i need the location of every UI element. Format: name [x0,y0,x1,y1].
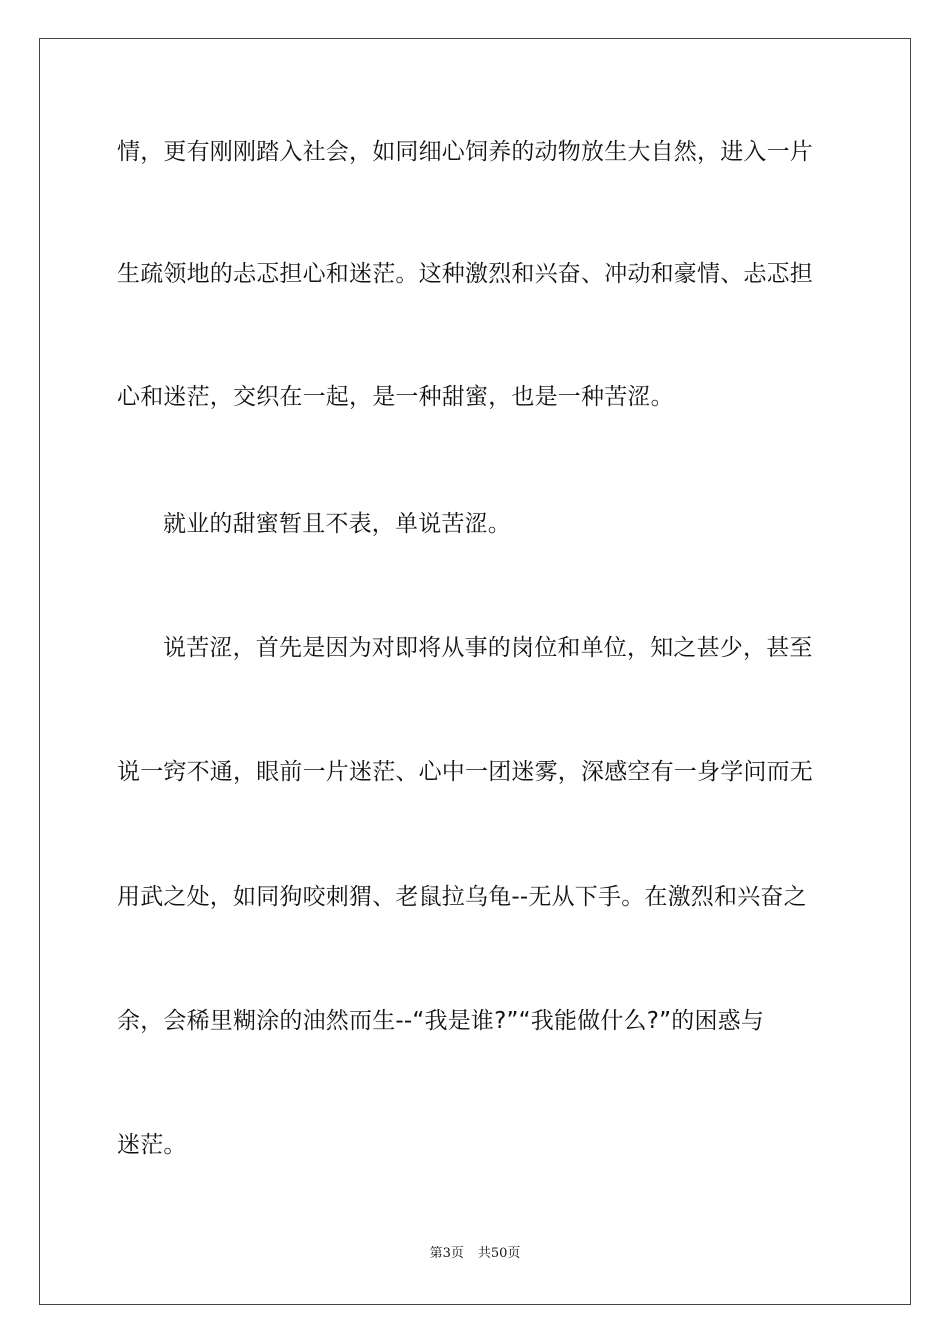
body-text-line: 余，会稀里糊涂的油然而生--“我是谁?”“我能做什么?”的困惑与 [117,1008,765,1034]
body-text-line: 就业的甜蜜暂且不表，单说苦涩。 [163,511,511,537]
body-text-line: 心和迷茫，交织在一起，是一种甜蜜，也是一种苦涩。 [117,384,674,410]
page-footer [0,1245,950,1263]
body-text-line: 生疏领地的忐忑担心和迷茫。这种激烈和兴奋、冲动和豪情、忐忑担 [117,261,813,287]
body-text-line: 迷茫。 [117,1132,187,1158]
body-text-line: 说苦涩，首先是因为对即将从事的岗位和单位，知之甚少，甚至 [163,635,813,661]
page-border [39,38,911,1305]
body-text-line: 用武之处，如同狗咬刺猬、老鼠拉乌龟--无从下手。在激烈和兴奋之 [117,884,807,910]
page-total: 共50页 [477,1246,521,1261]
page-number: 第3页 [429,1246,464,1261]
body-text-line: 情，更有刚刚踏入社会，如同细心饲养的动物放生大自然，进入一片 [117,139,813,165]
body-text-line: 说一窍不通，眼前一片迷茫、心中一团迷雾，深感空有一身学问而无 [117,759,813,785]
